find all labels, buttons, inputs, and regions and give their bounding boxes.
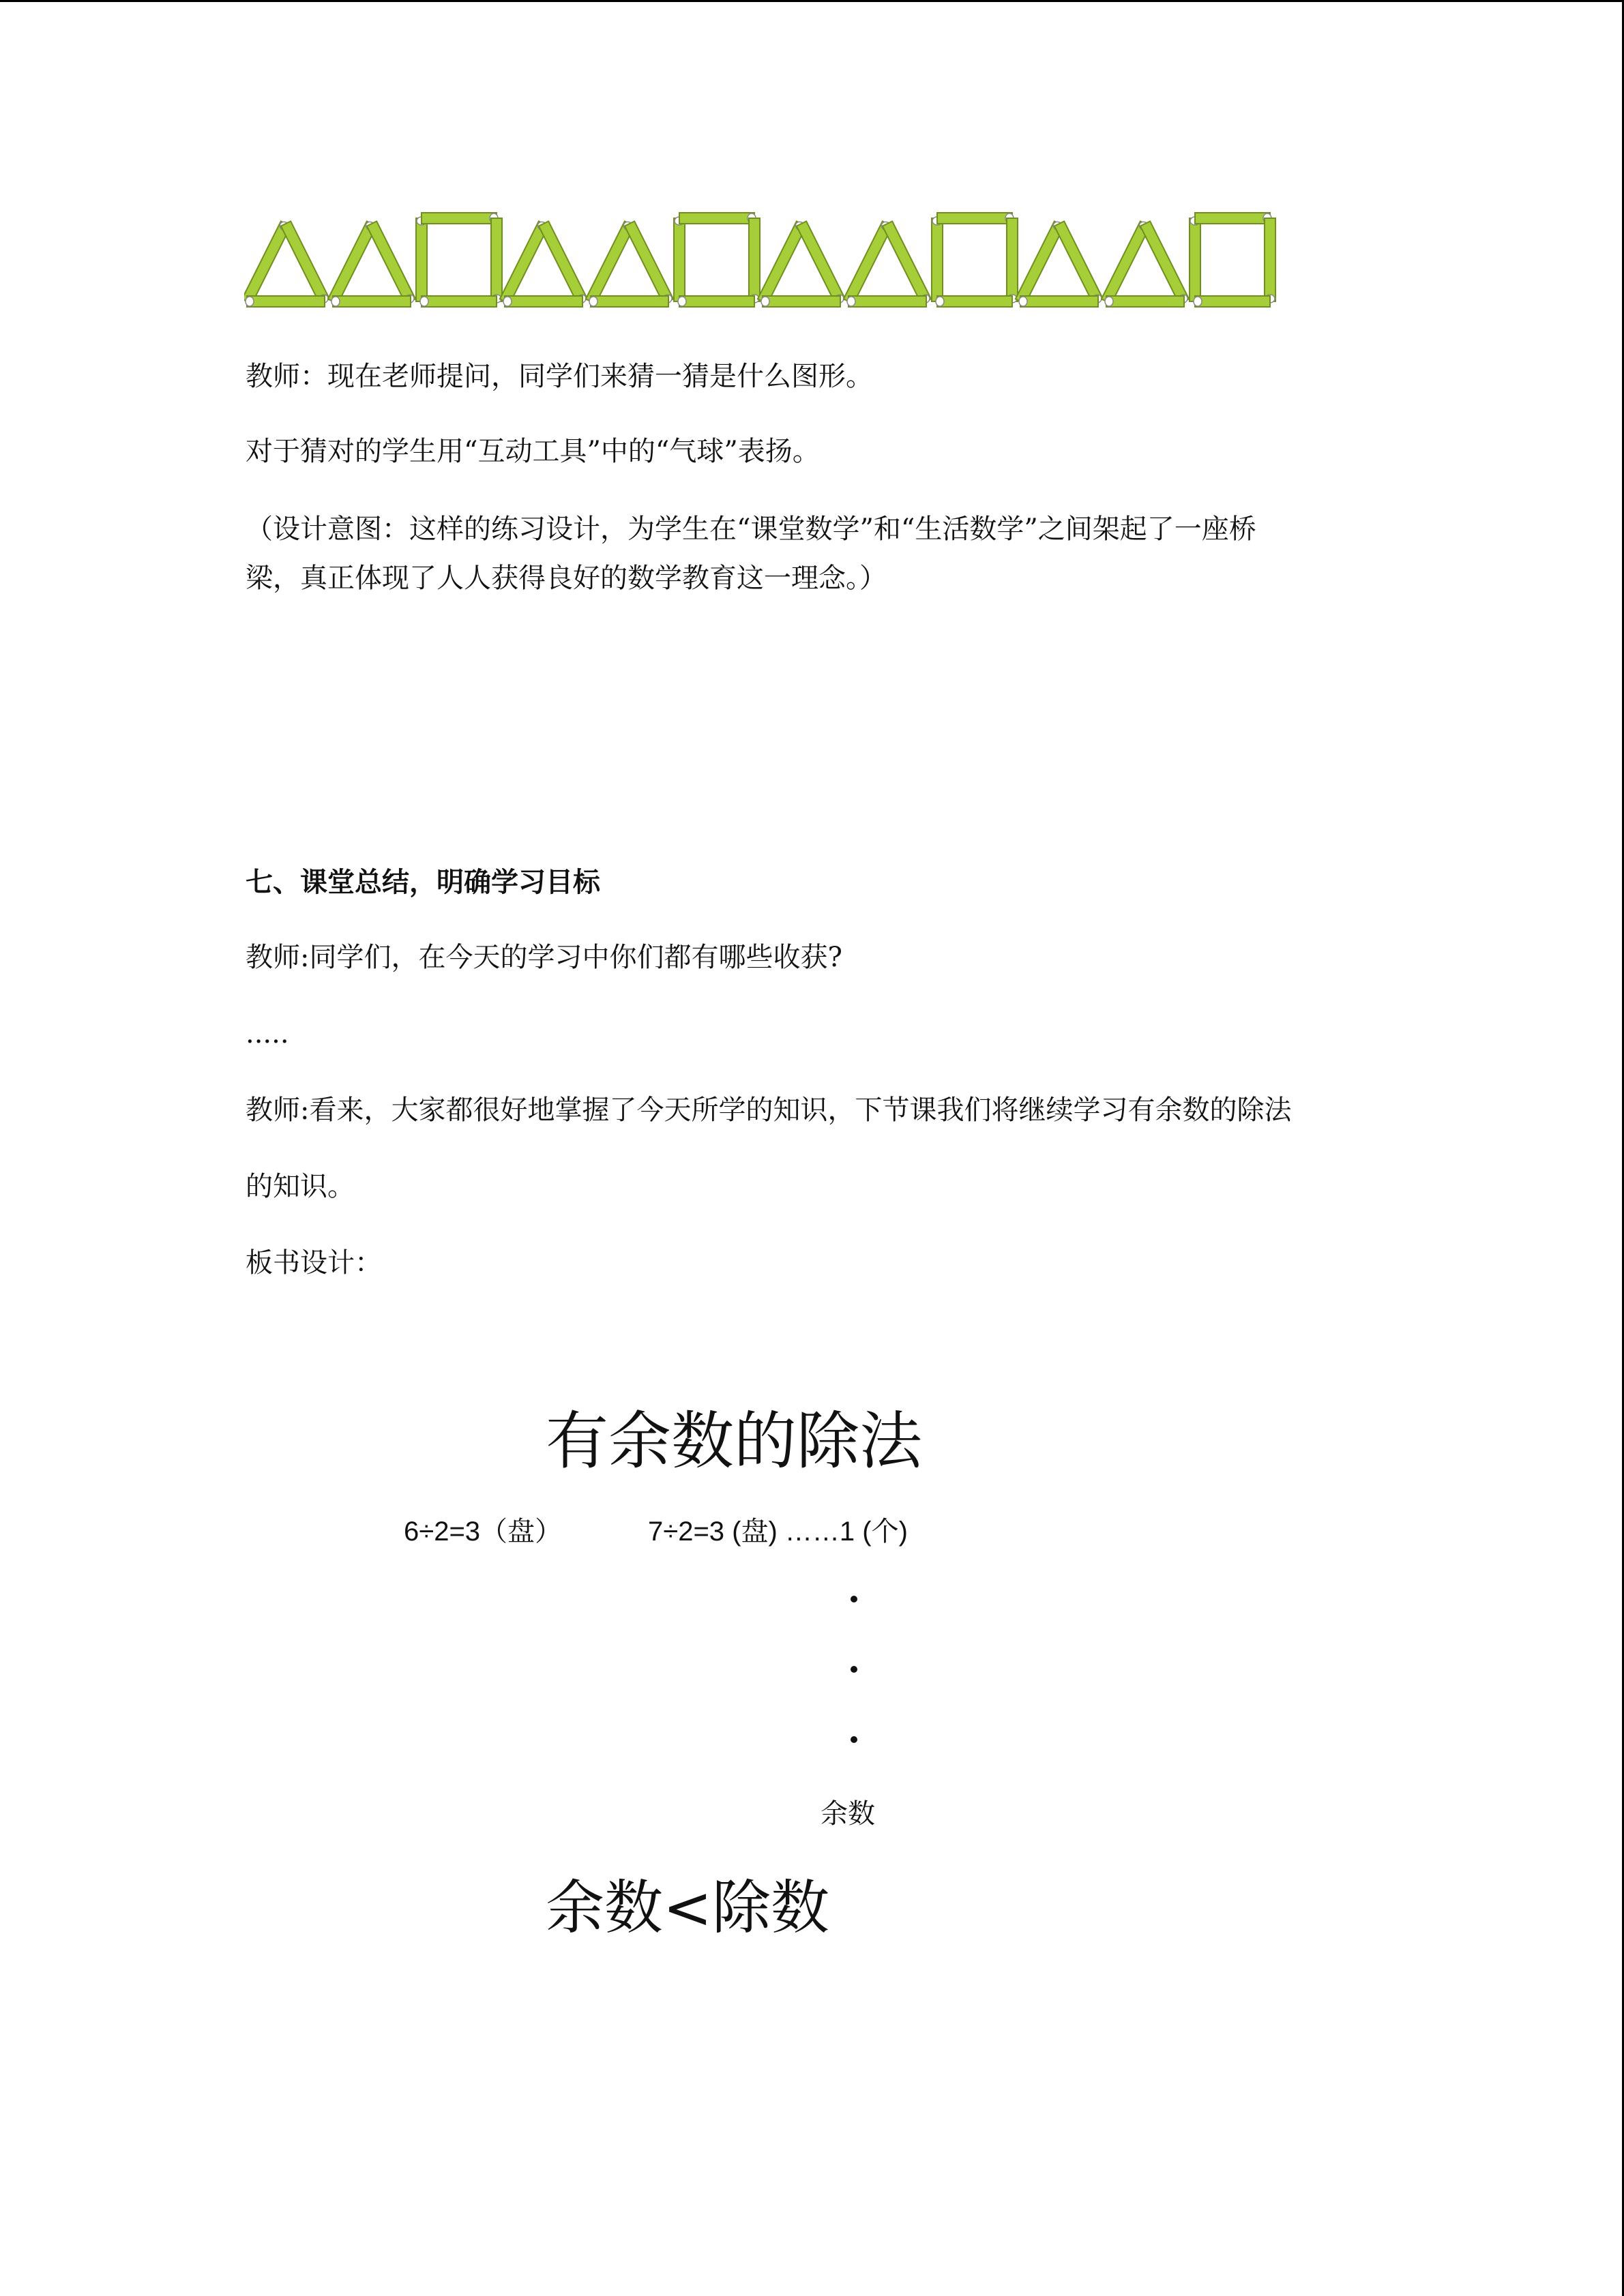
matchstick: [246, 296, 325, 307]
matchstick: [936, 296, 1012, 307]
matchstick: [367, 221, 416, 305]
matchstick: [416, 217, 427, 301]
paragraph-teacher-summary-line2: 的知识。: [246, 1171, 355, 1202]
matchstick: [1190, 217, 1200, 301]
matchstick: [1194, 296, 1270, 307]
paragraph-teacher-question: 教师：现在老师提问，同学们来猜一猜是什么图形。: [246, 361, 873, 392]
paragraph-design-intent-line2: 梁，真正体现了人人获得良好的数学教育这一理念。）: [246, 563, 887, 594]
matchstick-figures: [244, 211, 1295, 314]
matchstick: [331, 296, 411, 307]
board-title: 有余数的除法: [546, 1405, 923, 1478]
matchstick: [678, 296, 754, 307]
matchstick: [937, 213, 1014, 224]
matchstick: [281, 221, 330, 305]
remainder-rule: 余数<除数: [546, 1874, 830, 1942]
paragraph-teacher-harvest: 教师:同学们，在今天的学习中你们都有哪些收获?: [246, 942, 842, 973]
matchstick: [491, 218, 502, 303]
matchstick: [883, 221, 932, 305]
paragraph-teacher-summary-line1: 教师:看来，大家都很好地掌握了今天所学的知识，下节课我们将继续学习有余数的除法: [246, 1094, 1292, 1126]
matchstick: [420, 296, 497, 307]
matchstick: [1265, 218, 1275, 303]
matchstick: [1007, 218, 1018, 303]
matchstick: [749, 218, 760, 303]
matchstick: [1195, 213, 1271, 224]
matchstick: [1105, 296, 1184, 307]
matchstick: [797, 221, 846, 305]
pointer-dot-3: [851, 1736, 857, 1743]
paragraph-ellipsis: .....: [246, 1018, 289, 1049]
paragraph-design-intent-line1: （设计意图：这样的练习设计，为学生在“课堂数学”和“生活数学”之间架起了一座桥: [246, 513, 1256, 545]
matchstick: [932, 217, 943, 301]
matchstick: [1140, 221, 1190, 305]
matchstick: [679, 213, 756, 224]
matchstick: [674, 217, 685, 301]
section-heading-7: 七、课堂总结，明确学习目标: [246, 866, 600, 898]
matchstick: [503, 296, 582, 307]
matchstick: [589, 296, 668, 307]
paragraph-praise: 对于猜对的学生用“互动工具”中的“气球”表扬。: [246, 436, 820, 467]
pointer-dot-2: [851, 1666, 857, 1673]
equation-with-remainder: 7÷2=3 (盘) ……1 (个): [648, 1517, 908, 1547]
matchstick: [1054, 221, 1104, 305]
equation-no-remainder: 6÷2=3（盘）: [404, 1517, 563, 1547]
remainder-label: 余数: [821, 1798, 875, 1830]
paragraph-board-design: 板书设计：: [246, 1247, 382, 1279]
matchstick: [761, 296, 840, 307]
matchstick: [847, 296, 926, 307]
pointer-dot-1: [851, 1596, 857, 1602]
page-border-top: [0, 0, 1624, 2]
matchstick: [422, 213, 498, 224]
matchstick: [625, 221, 674, 305]
matchstick: [1019, 296, 1098, 307]
matchstick: [539, 221, 588, 305]
